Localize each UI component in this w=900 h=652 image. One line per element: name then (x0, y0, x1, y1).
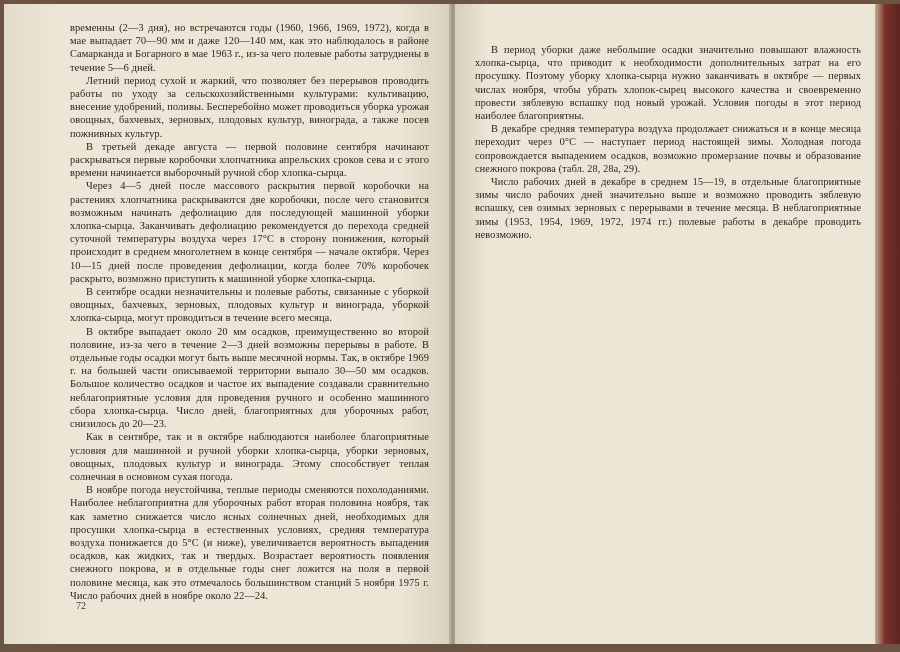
left-paragraph-5: В сентябре осадки незначительны и полевые работы, связанные с уборкой овощных, бахчевых, зерновых, плодовых культур и винограда, уборкой хлопка-сырца, могут проводиться в течение всего месяца. (70, 287, 429, 325)
left-paragraph-7: Как в сентябре, так и в октябре наблюдаются наиболее благоприятные условия для машинной и ручной уборки хлопка-сырца, уборки зерновых, овощных, плодовых культур и винограда. Этому способствует теплая солнечная в основном сухая погода. (70, 432, 429, 483)
left-paragraph-1: временны (2—3 дня), но встречаются годы (1960, 1966, 1969, 1972), когда в мае выпадает 70—90 мм и даже 120—140 мм, как это наблюдалось в районе Самарканда и Богарного в мае 1963 г., из-за чего полевые работы затруднены в течение 5—6 дней. (70, 23, 429, 74)
left-paragraph-3: В третьей декаде августа — первой половине сентября начинают раскрываться первые коробочки хлопчатника апрельских сроков сева и с этого времени начинается выборочный ручной сбор хлопка-сырца. (70, 141, 429, 180)
right-paragraph-3: Число рабочих дней в декабре в среднем 15—19, в отдельные благоприятные зимы число рабочих дней значительно выше и возможно проводить зяблевую вспашку, сев озимых зерновых с перерывами в течение месяца. В неблагоприятные зимы (1953, 1954, 1969, 1972, 1974 гг.) полевые работы в декабре проводить невозможно. (475, 177, 861, 241)
book-cover-edge (875, 4, 900, 644)
right-page (455, 4, 875, 644)
left-paragraph-8: В ноябре погода неустойчива, теплые периоды сменяются похолоданиями. Наиболее неблагоприятна для уборочных работ вторая половина ноября, так как заметно снижается число ясных солнечных дней, необходимых для просушки хлопка-сырца в естественных условиях, средняя температура воздуха понижается до 5°С (и ниже), увеличивается вероятность выпадения осадков, как жидких, так и твердых. Возрастает вероятность появления снежного покрова, и в отдельные годы снег ложится на поля в первой половине месяца, как это отмечалось большинством станций 5 ноября 1975 г. Число рабочих дней в ноябре около 22—24. (70, 485, 429, 602)
left-paragraph-4: Через 4—5 дней после массового раскрытия первой коробочки на растениях хлопчатника раскрываются две коробочки, после чего становится возможным начинать дефолиацию для последующей машинной уборки хлопка-сырца. Заканчивать дефолиацию рекомендуется до перехода средней суточной температуры воздуха через 17°С в сторону понижения, который происходит в среднем многолетнем в конце сентября — начале октября. Через 10—15 дней после проведения дефолиации, когда более 70% коробочек раскрыто, возможно приступить к машинной уборке хлопка-сырца. (70, 181, 429, 285)
left-page (4, 4, 451, 644)
page-number: 72 (76, 601, 86, 612)
left-paragraph-2: Летний период сухой и жаркий, что позволяет без перерывов проводить работы по уходу за сельскохозяйственными культурами: культивацию, внесение удобрений, поливы. Бесперебойно может проводиться уборка урожая овощных, бахчевых, зерновых, плодовых культур, винограда, а также посев пожнивных культур. (70, 75, 429, 140)
right-paragraph-2: В декабре средняя температура воздуха продолжает снижаться и в конце месяца переходит через 0°С — наступает период настоящей зимы. Холодная погода сопровождается выпадением осадков, возможно промерзание почвы и образование снежного покрова (табл. 28, 28а, 29). (475, 124, 861, 175)
left-paragraph-6: В октябре выпадает около 20 мм осадков, преимущественно во второй половине, из-за чего в течение 2—3 дней возможны перерывы в работе. В отдельные годы осадки могут быть выше месячной нормы. Так, в октябре 1969 г. на большей части описываемой территории выпало 30—50 мм осадков. Большое количество осадков и частое их выпадение создавали сравнительно неблагоприятные условия для проведения ручного и особенно машинного сбора хлопка-сырца. Число дней, благоприятных для уборочных работ, снизилось до 20—23. (70, 326, 429, 431)
right-paragraph-1: В период уборки даже небольшие осадки значительно повышают влажность хлопка-сырца, что приводит к необходимости дополнительных затрат на его просушку. Поэтому уборку хлопка-сырца нужно заканчивать в октябре — первых числах ноября, чтобы убрать хлопок-сырец высокого качества и своевременно провести зяблевую вспашку под новый урожай. Условия погоды в этот период наиболее благоприятны. (475, 45, 861, 123)
